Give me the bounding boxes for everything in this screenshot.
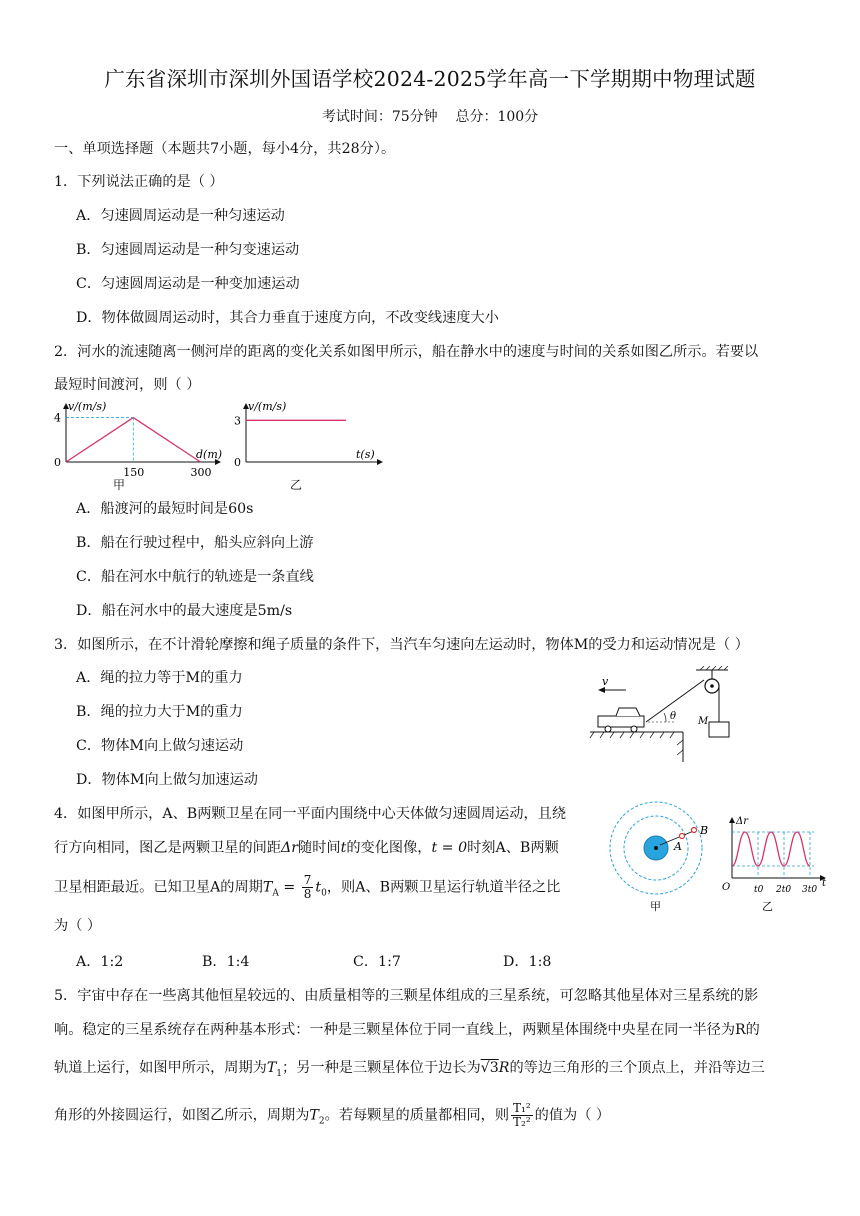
- q1-option-c: C．匀速圆周运动是一种变加速运动: [76, 276, 300, 292]
- yi-x-arrow: [377, 459, 383, 465]
- jia-y-label: v/(m/s): [68, 400, 107, 413]
- q2-chart-jia-caption: 甲: [113, 478, 126, 492]
- ground-hatch: [590, 732, 683, 755]
- q3-option-b: B．绳的拉力大于M的重力: [76, 704, 243, 720]
- q4-option-c: C．1:7: [353, 954, 401, 970]
- q3-option-c: C．物体M向上做匀速运动: [76, 738, 244, 754]
- satellite-b: [692, 828, 697, 833]
- q4-line3: 卫星相距最近。已知卫星A的周期$T_A$ = $\frac{7}{8}$ $t_0$，则A、B两颗卫星运行轨道半径之比: [54, 873, 561, 901]
- jia-ytick-4: 4: [54, 411, 61, 425]
- caption-jia: 甲: [650, 900, 661, 913]
- q2-chart-yi-caption: 乙: [290, 478, 303, 492]
- q1-option-d: D．物体做圆周运动时，其合力垂直于速度方向，不改变线速度大小: [76, 310, 499, 326]
- q2-option-c: C．船在河水中航行的轨迹是一条直线: [76, 569, 314, 585]
- section-heading: 一、单项选择题（本题共7小题，每小4分，共28分）。: [54, 141, 396, 157]
- car-icon: [598, 708, 644, 732]
- jia-xtick-150: 150: [123, 466, 145, 479]
- velocity-label: v: [602, 675, 609, 688]
- q3-stem: 3．如图所示，在不计滑轮摩擦和绳子质量的条件下，当汽车匀速向左运动时，物体M的受力和运动情况是（ ）: [54, 637, 749, 653]
- q4-option-b: B．1:4: [202, 954, 250, 970]
- q2-chart-yi: [228, 398, 398, 490]
- q3-option-d: D．物体M向上做匀加速运动: [76, 772, 258, 788]
- q1-option-a: A．匀速圆周运动是一种匀速运动: [76, 208, 285, 224]
- q4-orbit-figure: [604, 800, 714, 915]
- q3-pulley-figure: [588, 666, 818, 766]
- origin-label: O: [722, 882, 731, 893]
- q5-line4: 角形的外接圆运行，如图乙所示，周期为$T_2$。若每颗星的质量都相同，则 $\frac{\text{T₁²}}{\text{T₂²}}$ 的值为（ ）: [54, 1101, 611, 1129]
- q4-option-d: D．1:8: [503, 954, 552, 970]
- block-m: [709, 722, 729, 737]
- dr-label: Δr: [736, 816, 749, 827]
- tick-t0: t0: [754, 885, 764, 895]
- q1-stem: 1．下列说法正确的是（ ）: [54, 174, 224, 190]
- q4-separation-figure: [718, 812, 830, 916]
- q4-line2: 行方向相同，图乙是两颗卫星的间距Δr随时间t的变化图像，t = 0时刻A、B两颗: [54, 840, 559, 856]
- q4-line4: 为（ ）: [54, 918, 102, 934]
- yi-ytick-3: 3: [234, 414, 241, 428]
- yi-ytick-0: 0: [234, 456, 241, 469]
- exam-title: 广东省深圳市深圳外国语学校2024-2025学年高一下学期期中物理试题: [104, 67, 756, 91]
- q3-option-a: A．绳的拉力等于M的重力: [76, 670, 243, 686]
- q2-option-d: D．船在河水中的最大速度是5m/s: [76, 603, 293, 619]
- caption-yi: 乙: [762, 900, 773, 913]
- yi-y-label: v/(m/s): [248, 400, 287, 413]
- q2-stem-line1: 2．河水的流速随离一侧河岸的距离的变化关系如图甲所示，船在静水中的速度与时间的关系如图乙所示。若要以: [54, 344, 759, 360]
- exam-subtitle: 考试时间：75分钟 总分：100分: [321, 109, 539, 125]
- q5-line2: 响。稳定的三星系统存在两种基本形式：一种是三颗星体位于同一直线上，两颗星体围绕中央星在同一半径为R的: [54, 1022, 760, 1038]
- q5-line1: 5．宇宙中存在一些离其他恒星较远的、由质量相等的三颗星体组成的三星系统，可忽略其他星体对三星系统的影: [54, 988, 759, 1004]
- q2-chart-jia: [44, 398, 234, 490]
- q4-line1: 4．如图甲所示，A、B两颗卫星在同一平面内围绕中心天体做匀速圆周运动，且绕: [54, 806, 567, 822]
- q2-option-a: A．船渡河的最短时间是60s: [76, 501, 254, 517]
- label-b: B: [700, 824, 709, 837]
- label-a: A: [674, 840, 682, 853]
- block-m-label: M: [698, 716, 709, 727]
- q1-option-b: B．匀速圆周运动是一种匀变速运动: [76, 242, 300, 258]
- q2-option-b: B．船在行驶过程中，船头应斜向上游: [76, 535, 314, 551]
- t-label: t: [822, 878, 827, 889]
- q5-line3: 轨道上运行，如图甲所示，周期为$T_1$；另一种是三颗星体位于边长为√3R的等边三角形的三个顶点上，并沿等边三: [54, 1060, 765, 1079]
- q2-stem-line2: 最短时间渡河，则（ ）: [54, 377, 201, 393]
- satellite-a: [680, 834, 685, 839]
- jia-ytick-0: 0: [54, 456, 61, 469]
- tick-3t0: 3t0: [802, 885, 818, 895]
- jia-x-label: d(m): [196, 448, 223, 461]
- tick-2t0: 2t0: [776, 885, 792, 895]
- separation-curve: [732, 832, 810, 866]
- jia-xtick-300: 300: [190, 466, 212, 479]
- q4-option-a: A．1:2: [76, 954, 124, 970]
- yi-x-label: t(s): [356, 448, 375, 461]
- theta-label: θ: [670, 711, 677, 722]
